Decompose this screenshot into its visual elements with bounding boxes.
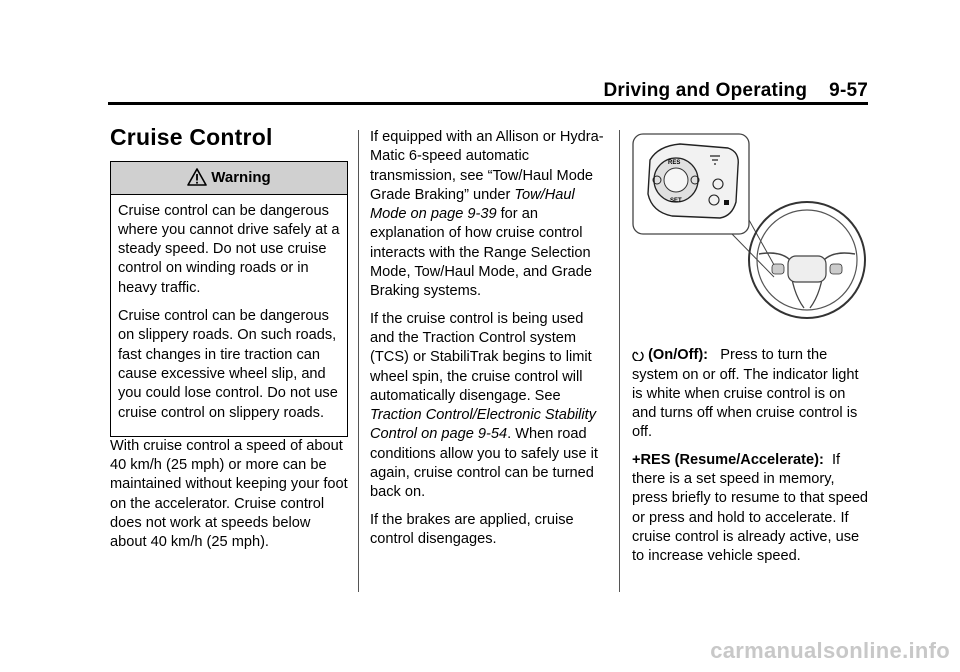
tow-haul-text-b: for an explanation of how cruise control interacts with the Range Selection Mode, Tow/Haul Mode, and Grade Braking systems. [370,206,593,300]
onoff-paragraph [632,346,872,442]
column-2 [370,128,608,557]
res-paragraph [632,451,872,567]
traction-paragraph [370,310,608,503]
tow-haul-link[interactable]: Tow/Haul Mode on page 9-39 [370,186,575,223]
tow-haul-text-a: If equipped with an Allison or Hydra-Matic 6-speed automatic transmission, see “Tow/Haul Mode Grade Braking” under [370,129,604,203]
section-title: Cruise Control [110,124,273,150]
res-term: +RES (Resume/Accelerate): [632,451,824,468]
illus-res-label: RES [668,160,681,166]
warning-box [110,161,348,437]
warning-header [111,162,347,194]
header-section: Driving and Operating [603,80,808,101]
watermark: carmanualsonline.info [710,638,950,663]
column-divider-2 [619,130,620,592]
column-divider-1 [358,130,359,592]
warning-label: Warning [211,169,271,187]
steering-wheel-controls-illustration [632,132,872,322]
column-3 [632,128,872,575]
traction-text-b: . When road conditions allow you to safely use it again, cruise control can be turned back on. [370,426,598,501]
onoff-term: (On/Off): [648,347,709,364]
traction-text-a: If the cruise control is being used and the Traction Control system (TCS) or StabiliTrak begins to limit wheel spin, the cruise control will automatically disengage. See [370,310,592,404]
illus-set-label: SET [670,198,682,204]
header-rule [108,102,868,105]
warning-paragraph-2: Cruise control can be dangerous on slippery roads. On such roads, fast changes in tire traction can cause excessive wheel slip, and you could lose control. Do not use cruise control on slippery roads. [118,308,338,421]
tow-haul-paragraph [370,128,608,302]
traction-control-link[interactable]: Traction Control/Electronic Stability Control on page 9-54 [370,407,597,443]
brakes-paragraph: If the brakes are applied, cruise control disengages. [370,511,574,547]
warning-paragraph-1: Cruise control can be dangerous where you cannot drive safely at a steady speed. Do not use cruise control on winding roads or in heavy traffic. [118,202,340,296]
running-header [603,80,868,102]
warning-triangle-icon [187,168,207,186]
column-1 [110,124,350,561]
header-page-number: 9-57 [829,80,868,101]
intro-paragraph: With cruise control a speed of about 40 km/h (25 mph) or more can be maintained without keeping your foot on the accelerator. Cruise control does not work at speeds below about 40 km/h (25 mph). [110,437,348,551]
res-text: If there is a set speed in memory, press briefly to resume to that speed or press and hold to accelerate. If cruise control is already active, use to increase vehicle speed. [632,451,869,565]
onoff-text: Press to turn the system on or off. The indicator light is white when cruise control is on and turns off when cruise control is off. [632,347,859,441]
cruise-onoff-icon [632,348,644,361]
warning-body [111,195,347,436]
